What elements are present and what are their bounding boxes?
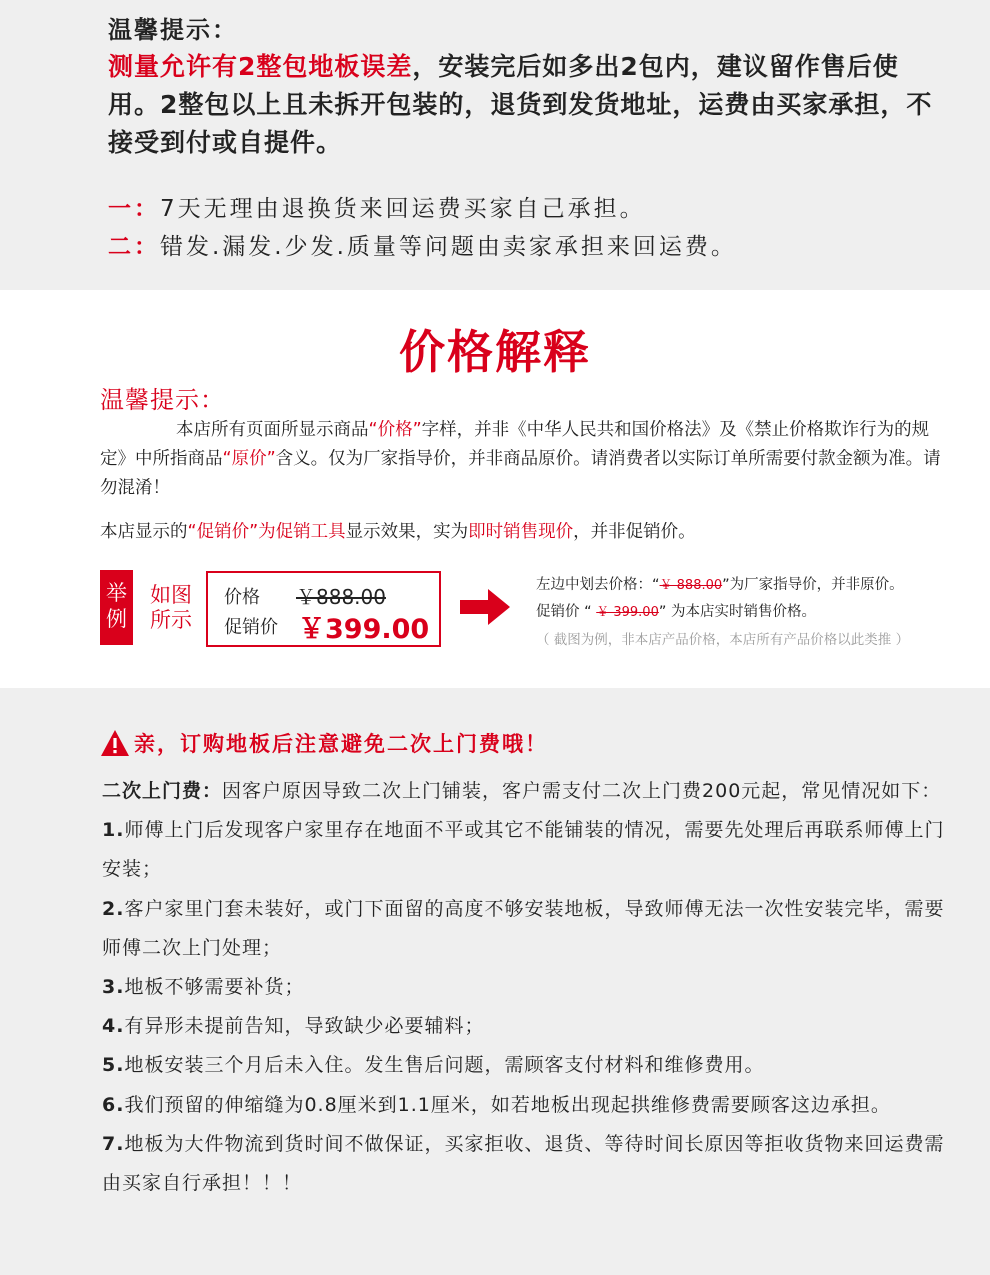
as-shown-text: 如图 <box>150 583 192 607</box>
item-num: 4. <box>102 1015 125 1038</box>
promo-note <box>100 518 696 543</box>
notice-item-num: 二： <box>108 234 160 260</box>
warning-icon <box>100 729 130 757</box>
promo-highlight: “促销价”为促销工具 <box>187 522 346 542</box>
price-text: 含义。仅为厂家指导价，并非商品原价。请消费者以实际订单所需要付款金额为准。请勿混淆！ <box>100 449 941 498</box>
arrow-right-icon <box>460 589 510 625</box>
intro-bold: 二次上门费： <box>102 780 223 802</box>
example-as-shown <box>150 583 192 633</box>
promo-highlight: 即时销售现价 <box>468 522 574 542</box>
explain-text: 促销价 “ <box>536 604 597 620</box>
as-shown-text: 所示 <box>150 608 192 632</box>
revisit-body <box>102 772 962 1203</box>
badge-char: 举 <box>106 581 127 605</box>
notice-item-num: 一： <box>108 196 160 222</box>
notice-item-1 <box>108 190 646 223</box>
revisit-heading <box>100 728 548 758</box>
price-text: 本店所有页面所显示商品 <box>176 420 369 440</box>
list-item <box>102 1125 962 1203</box>
item-num: 2. <box>102 897 125 920</box>
notice-item-text: 7天无理由退换货来回运费买家自己承担。 <box>160 196 646 222</box>
price-highlight: “价格” <box>368 420 422 440</box>
old-price: ￥888.00 <box>296 585 386 609</box>
list-item <box>102 968 962 1007</box>
notice-paragraph <box>108 48 948 162</box>
badge-char: 例 <box>106 607 127 631</box>
explain-strike: ￥ 888.00 <box>659 578 723 593</box>
list-item <box>102 1086 962 1125</box>
item-num: 7. <box>102 1132 125 1155</box>
item-num: 6. <box>102 1093 125 1116</box>
promo-text: 显示效果，实为 <box>345 522 469 542</box>
price-heading: 价格解释 <box>399 325 591 379</box>
item-num: 5. <box>102 1054 125 1077</box>
explain-strike: ￥ 399.00 <box>596 605 659 620</box>
item-text: 师傅上门后发现客户家里存在地面不平或其它不能铺装的情况，需要先处理后再联系师傅上门安装； <box>102 819 945 881</box>
example-explain-1 <box>536 573 904 594</box>
item-text: 地板安装三个月后未入住。发生售后问题，需顾客支付材料和维修费用。 <box>124 1054 765 1077</box>
promo-label: 促销价 <box>224 617 278 638</box>
price-label: 价格 <box>224 587 260 608</box>
price-section <box>0 290 990 688</box>
new-price: ￥399.00 <box>298 614 430 645</box>
list-item <box>102 1007 962 1046</box>
list-item <box>102 811 962 889</box>
notice-item-2 <box>108 228 737 261</box>
item-text: 我们预留的伸缩缝为0.8厘米到1.1厘米，如若地板出现起拱维修费需要顾客这边承担。 <box>124 1093 891 1116</box>
revisit-intro <box>102 772 962 811</box>
example-disclaimer: （ 截图为例，非本店产品价格，本店所有产品价格以此类推 ） <box>536 632 910 648</box>
item-text: 地板为大件物流到货时间不做保证，买家拒收、退货、等待时间长原因等拒收货物来回运费需由买家自行承担！！！ <box>102 1132 945 1195</box>
explain-text: ” 为本店实时销售价格。 <box>658 604 816 620</box>
notice-red-text: 测量允许有2整包地板误差 <box>108 52 413 81</box>
notice-item-text: 错发.漏发.少发.质量等问题由卖家承担来回运费。 <box>160 234 737 260</box>
price-text: 字样，并非《中华人民共和国价格法》及《禁止价格欺诈行为的规定》中所指商品 <box>100 420 930 469</box>
item-text: 客户家里门套未装好，或门下面留的高度不够安装地板，导致师傅无法一次性安装完毕，需要师傅二次上门处理； <box>102 897 945 959</box>
notice-title: 温馨提示： <box>108 16 238 44</box>
example-badge <box>100 570 133 645</box>
notice-rest-text: ，安装完后如多出2包内，建议留作售后使用。2整包以上且未拆开包装的，退货到发货地址，运费由买家承担，不接受到付或自提件。 <box>108 52 933 157</box>
promo-text: ，并非促销价。 <box>573 522 696 542</box>
notice-section <box>0 0 990 290</box>
revisit-section <box>0 688 990 1275</box>
item-text: 有异形未提前告知，导致缺少必要辅料； <box>124 1015 485 1038</box>
promo-text: 本店显示的 <box>100 522 188 542</box>
intro-text: 因客户原因导致二次上门铺装，客户需支付二次上门费200元起，常见情况如下： <box>222 780 942 802</box>
example-explain-2 <box>536 600 816 621</box>
item-text: 地板不够需要补货； <box>124 976 305 999</box>
example-price-box <box>206 571 441 647</box>
list-item <box>102 1046 962 1085</box>
explain-text: ”为厂家指导价，并非原价。 <box>722 577 904 593</box>
price-paragraph <box>100 416 942 503</box>
list-item <box>102 890 962 968</box>
item-num: 3. <box>102 976 125 999</box>
item-num: 1. <box>102 819 125 842</box>
revisit-heading-text: 亲，订购地板后注意避免二次上门费哦！ <box>134 732 548 756</box>
price-highlight: “原价” <box>222 449 276 469</box>
explain-text: 左边中划去价格：“ <box>536 577 660 593</box>
price-tip-title: 温馨提示： <box>100 386 225 414</box>
